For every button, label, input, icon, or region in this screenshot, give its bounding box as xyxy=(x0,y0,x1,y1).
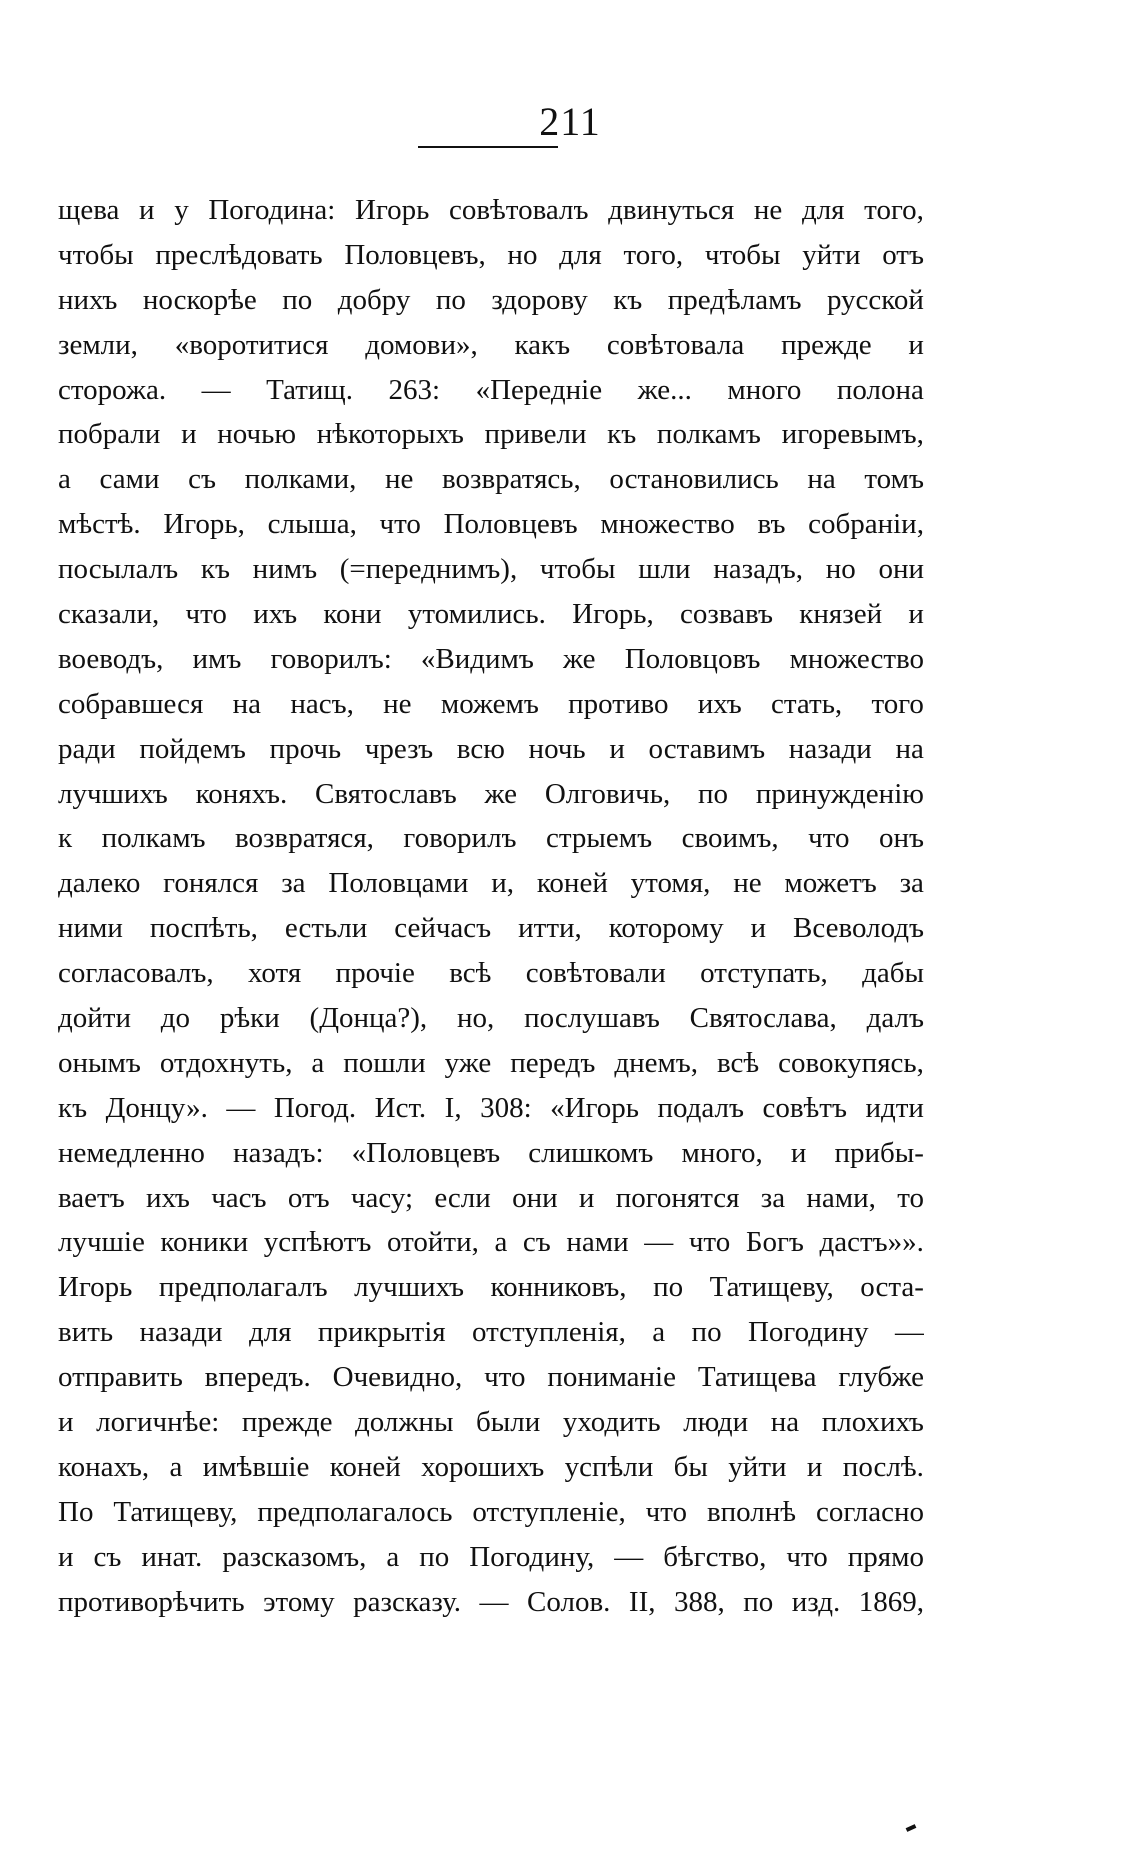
text-line: къ Донцу». — Погод. Ист. I, 308: «Игорь подалъ совѣтъ идти xyxy=(58,1091,924,1124)
text-line: ради пойдемъ прочь чрезъ всю ночь и оставимъ назади на xyxy=(58,732,924,765)
text-line: лучшихъ коняхъ. Святославъ же Олговичь, по принужденію xyxy=(58,777,924,810)
text-line: ними поспѣть, естьли сейчасъ итти, которому и Всеволодъ xyxy=(58,912,924,945)
text-body xyxy=(58,188,924,1625)
text-line: дойти до рѣки (Донца?), но, послушавъ Святослава, далъ xyxy=(58,1002,924,1035)
text-line: к полкамъ возвратяся, говорилъ стрыемъ своимъ, что онъ xyxy=(58,822,924,855)
text-line: По Татищеву, предполагалось отступленіе, что вполнѣ согласно xyxy=(58,1495,924,1528)
page-number: 211 xyxy=(539,99,601,144)
text-line: побрали и ночью нѣкоторыхъ привели къ полкамъ игоревымъ, xyxy=(58,418,924,451)
text-line: противорѣчить этому разсказу. — Солов. II, 388, по изд. 1869, xyxy=(58,1585,924,1618)
text-line: ваетъ ихъ часъ отъ часу; если они и погонятся за нами, то xyxy=(58,1181,924,1214)
text-line: земли, «воротитися домови», какъ совѣтовала прежде и xyxy=(58,328,924,361)
text-line: сторожа. — Татищ. 263: «Передніе же... много полона xyxy=(58,373,924,406)
page-number-rule xyxy=(418,146,558,148)
text-line: и съ инат. разсказомъ, а по Погодину, — бѣгство, что прямо xyxy=(58,1540,924,1573)
text-line: немедленно назадъ: «Половцевъ слишкомъ много, и прибы- xyxy=(58,1136,924,1169)
text-line: далеко гонялся за Половцами и, коней утомя, не можетъ за xyxy=(58,867,924,900)
text-line: а сами съ полками, не возвратясь, остановились на томъ xyxy=(58,463,924,496)
text-line: конахъ, а имѣвшіе коней хорошихъ успѣли бы уйти и послѣ. xyxy=(58,1450,924,1483)
text-line: посылалъ къ нимъ (=переднимъ), чтобы шли назадъ, но они xyxy=(58,553,924,586)
text-line: и логичнѣе: прежде должны были уходить люди на плохихъ xyxy=(58,1406,924,1439)
text-line: мѣстѣ. Игорь, слыша, что Половцевъ множество въ собраніи, xyxy=(58,508,924,541)
text-line: согласовалъ, хотя прочіе всѣ совѣтовали отступать, дабы xyxy=(58,957,924,990)
text-line: вить назади для прикрытія отступленія, а по Погодину — xyxy=(58,1316,924,1349)
text-line: отправить впередъ. Очевидно, что пониманіе Татищева глубже xyxy=(58,1361,924,1394)
text-line: Игорь предполагалъ лучшихъ конниковъ, по Татищеву, оста- xyxy=(58,1271,924,1304)
text-line: сказали, что ихъ кони утомились. Игорь, созвавъ князей и xyxy=(58,598,924,631)
print-mark xyxy=(906,1824,917,1832)
text-line: чтобы преслѣдовать Половцевъ, но для того, чтобы уйти отъ xyxy=(58,238,924,271)
text-line: онымъ отдохнуть, а пошли уже передъ днемъ, всѣ совокупясь, xyxy=(58,1046,924,1079)
text-line: щева и у Погодина: Игорь совѣтовалъ двинуться не для того, xyxy=(58,194,924,226)
text-line: лучшіе коники успѣютъ отойти, а съ нами — что Богъ дастъ»». xyxy=(58,1226,924,1259)
text-line: собравшеся на насъ, не можемъ противо ихъ стать, того xyxy=(58,687,924,720)
text-line: нихъ носкорѣе по добру по здорову къ предѣламъ русской xyxy=(58,283,924,316)
text-line: воеводъ, имъ говорилъ: «Видимъ же Половцовъ множество xyxy=(58,642,924,675)
